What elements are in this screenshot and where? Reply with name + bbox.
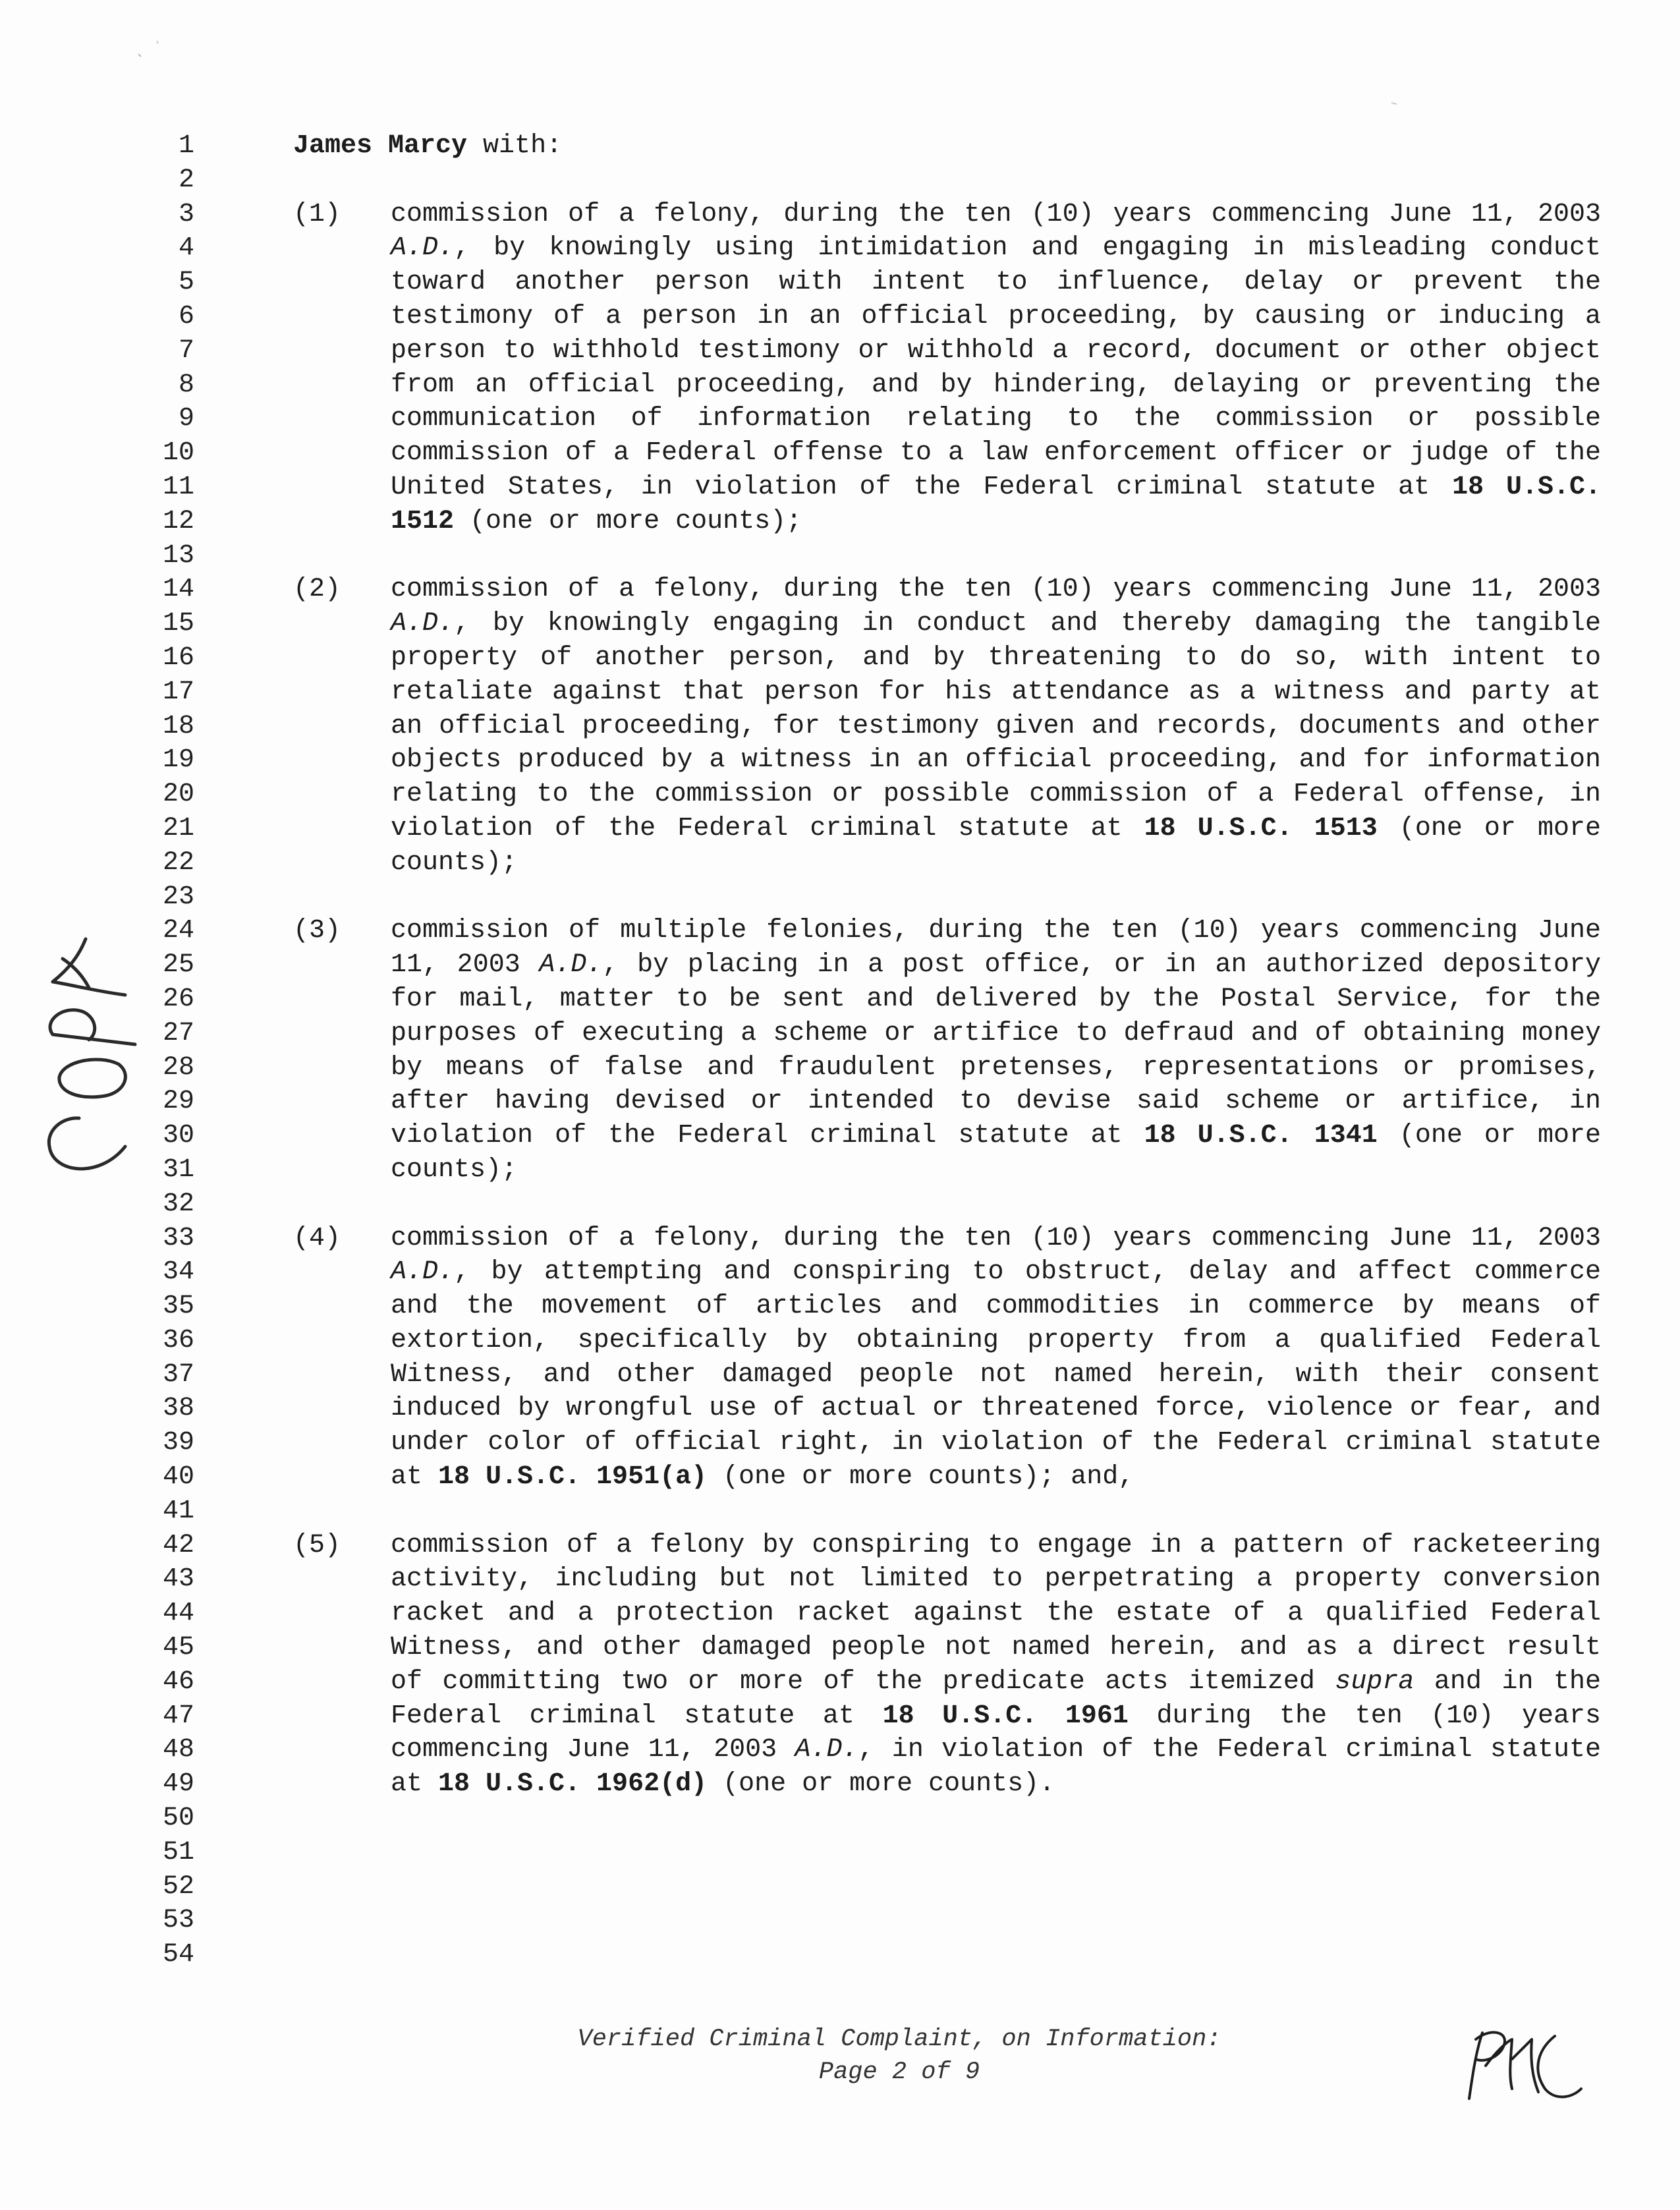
line-number: 31 [162, 1154, 194, 1185]
intro-line [293, 129, 1601, 163]
line-number: 38 [162, 1394, 194, 1424]
line-number: 2 [178, 165, 194, 195]
charge-item-2 [293, 573, 1601, 880]
statute-citation: 18 U.S.C. 1341 [1144, 1121, 1378, 1151]
line-number: 3 [178, 199, 194, 229]
line-number: 26 [162, 984, 194, 1014]
line-number: 37 [162, 1359, 194, 1390]
line-number: 23 [162, 882, 194, 912]
line-number: 52 [162, 1871, 194, 1902]
line-number: 47 [162, 1701, 194, 1731]
page-footer [0, 2023, 1680, 2089]
line-number: 30 [162, 1121, 194, 1151]
charge-item-5 [293, 1529, 1601, 1801]
item-number: (3) [293, 916, 341, 946]
line-number: 18 [162, 711, 194, 741]
charge-item-4 [293, 1222, 1601, 1494]
line-number: 1 [178, 131, 194, 161]
line-number: 46 [162, 1666, 194, 1697]
line-number: 22 [162, 847, 194, 878]
handwritten-initials [1446, 2023, 1591, 2105]
line-number: 41 [162, 1496, 194, 1526]
item-number: (5) [293, 1530, 341, 1560]
line-number: 24 [162, 916, 194, 946]
line-number: 33 [162, 1223, 194, 1253]
statute-citation: 18 U.S.C. 1513 [1144, 813, 1378, 843]
intro-suffix: with: [467, 131, 563, 161]
line-number: 6 [178, 301, 194, 331]
spacer [293, 880, 1601, 915]
defendant-name: James Marcy [293, 131, 468, 161]
line-number: 14 [162, 575, 194, 605]
line-number: 5 [178, 268, 194, 298]
statute-citation: 18 U.S.C. 1962(d) [438, 1769, 708, 1799]
item-number: (1) [293, 199, 341, 229]
line-number: 44 [162, 1599, 194, 1629]
line-number: 25 [162, 950, 194, 980]
line-number: 39 [162, 1428, 194, 1458]
line-number: 32 [162, 1189, 194, 1219]
line-number: 12 [162, 506, 194, 536]
line-number: 54 [162, 1940, 194, 1970]
charge-item-3 [293, 914, 1601, 1187]
line-number: 49 [162, 1769, 194, 1799]
footer-page-number: Page 2 of 9 [818, 2058, 980, 2086]
line-number: 36 [162, 1325, 194, 1355]
statute-citation: 18 U.S.C. 1512 [391, 472, 1601, 536]
statute-citation: 18 U.S.C. 1951(a) [438, 1462, 708, 1492]
line-number: 17 [162, 677, 194, 707]
spacer [293, 163, 1601, 198]
line-number: 20 [162, 779, 194, 810]
spacer [293, 539, 1601, 573]
spacer [293, 1187, 1601, 1222]
line-number: 4 [178, 233, 194, 264]
item-number: (2) [293, 575, 341, 605]
line-number: 48 [162, 1735, 194, 1765]
footer-title: Verified Criminal Complaint, on Information: [577, 2026, 1221, 2053]
item-text: commission of multiple felonies, during the ten (10) years commencing June 11, 2003 A.D., by placing in a post office, or in an authorized depository for mail, matter to be sent and delivered by the Postal Service, for the purposes of executing a scheme or artifice to defraud and of obtaining money by means of false and fraudulent pretenses, representations or promises, after having devised or intended to devise said scheme or artifice, in violation of the Federal criminal statute at 18 U.S.C. 1341 (one or more counts); [391, 916, 1601, 1185]
line-number: 29 [162, 1087, 194, 1117]
item-text: commission of a felony, during the ten (10) years commencing June 11, 2003 A.D., by knowingly engaging in conduct and thereby damaging the tangible property of another person, and by threatening to do so, with intent to retaliate against that person for his attendance as a witness and party at an official proceeding, for testimony given and records, documents and other objects produced by a witness in an official proceeding, and for information relating to the commission or possible commission of a Federal offense, in violation of the Federal criminal statute at 18 U.S.C. 1513 (one or more counts); [391, 575, 1601, 878]
line-number: 28 [162, 1052, 194, 1083]
item-text: commission of a felony, during the ten (10) years commencing June 11, 2003 A.D., by attempting and conspiring to obstruct, delay and affect commerce and the movement of articles and commodities in commerce by means of extortion, specifically by obtaining property from a qualified Federal Witness, and other damaged people not named herein, with their consent induced by wrongful use of actual or threatened force, violence or fear, and under color of official right, in violation of the Federal criminal statute at 18 U.S.C. 1951(a) (one or more counts); and, [391, 1223, 1601, 1492]
line-number: 16 [162, 642, 194, 673]
line-number: 27 [162, 1018, 194, 1048]
complaint-body [293, 129, 1601, 1801]
spacer [293, 1494, 1601, 1529]
line-number: 9 [178, 404, 194, 434]
line-number: 50 [162, 1803, 194, 1834]
item-text: commission of a felony by conspiring to engage in a pattern of racketeering activity, including but not limited to perpetrating a property conversion racket and a protection racket against the estate of a qualified Federal Witness, and other damaged people not named herein, and as a direct result of committing two or more of the predicate acts itemized supra and in the Federal criminal statute at 18 U.S.C. 1961 during the ten (10) years commencing June 11, 2003 A.D., in violation of the Federal criminal statute at 18 U.S.C. 1962(d) (one or more counts). [391, 1530, 1601, 1799]
item-number: (4) [293, 1223, 341, 1253]
line-number: 34 [162, 1257, 194, 1288]
item-text: commission of a felony, during the ten (10) years commencing June 11, 2003 A.D., by knowingly using intimidation and engaging in misleading conduct toward another person with intent to influence, delay or prevent the testimony of a person in an official proceeding, by causing or inducing a person to withhold testimony or withhold a record, document or other object from an official proceeding, and by hindering, delaying or preventing the communication of information relating to the commission or possible commission of a Federal offense to a law enforcement officer or judge of the United States, in violation of the Federal criminal statute at 18 U.S.C. 1512 (one or more counts); [391, 199, 1601, 536]
line-number: 10 [162, 438, 194, 468]
line-number: 21 [162, 813, 194, 843]
line-number: 13 [162, 540, 194, 571]
line-number: 53 [162, 1906, 194, 1936]
supra-term: supra [1335, 1666, 1414, 1697]
line-number: 51 [162, 1837, 194, 1867]
line-number: 15 [162, 609, 194, 639]
line-number: 40 [162, 1462, 194, 1492]
line-number: 42 [162, 1530, 194, 1560]
charge-item-1 [293, 198, 1601, 539]
line-number: 35 [162, 1291, 194, 1322]
statute-citation: 18 U.S.C. 1961 [882, 1701, 1129, 1731]
line-number: 7 [178, 335, 194, 366]
line-number: 8 [178, 370, 194, 400]
scan-specks [0, 0, 1680, 132]
line-number: 11 [162, 472, 194, 502]
line-number: 43 [162, 1564, 194, 1595]
handwritten-copy-mark [26, 919, 158, 1183]
line-number: 19 [162, 745, 194, 776]
line-number: 45 [162, 1633, 194, 1663]
